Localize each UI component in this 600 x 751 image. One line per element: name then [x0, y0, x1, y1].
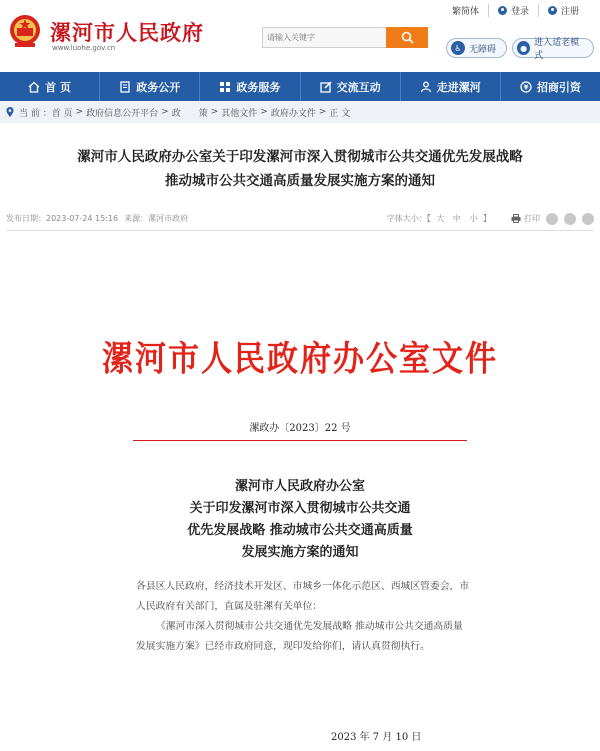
- breadcrumb: [0, 101, 600, 123]
- search-button[interactable]: [386, 27, 428, 48]
- edit-icon: [320, 81, 332, 93]
- breadcrumb-item: 正 文: [329, 108, 351, 119]
- document-body: [136, 577, 471, 657]
- nav-label: 政务服务: [236, 80, 281, 94]
- nav-label: 招商引资: [536, 80, 581, 94]
- search-icon: [401, 31, 414, 44]
- nav-item-about-luohe[interactable]: [401, 72, 501, 101]
- breadcrumb-item[interactable]: 首 页: [51, 108, 73, 119]
- breadcrumb-item[interactable]: 政府信息公开平台: [86, 108, 159, 119]
- nav-label: 首 页: [45, 80, 71, 94]
- elder-mode-label: 进入适老模式: [534, 38, 580, 61]
- money-icon: [520, 81, 532, 93]
- font-size-small[interactable]: 小: [469, 214, 478, 223]
- nav-label: 交流互动: [336, 80, 381, 94]
- font-size-large[interactable]: 大: [436, 214, 445, 223]
- font-size-label: 字体大小：【: [386, 214, 431, 223]
- print-button[interactable]: [511, 213, 540, 224]
- traditional-chinese-link[interactable]: [443, 4, 488, 17]
- nav-item-home[interactable]: [0, 72, 100, 101]
- home-icon: [28, 81, 40, 93]
- breadcrumb-prefix: 当 前 ：: [19, 108, 52, 119]
- top-links: [443, 4, 588, 17]
- font-size-bracket: 】: [483, 214, 491, 223]
- article-meta: [6, 207, 594, 231]
- font-size-control: [387, 213, 491, 224]
- document-date: 2023 年 7 月 10 日: [331, 732, 422, 743]
- search-bar: [262, 27, 428, 48]
- document-title-line: 漯河市人民政府办公室: [234, 479, 365, 494]
- document-title-line: 优先发展战略 推动城市公共交通高质量: [187, 523, 413, 538]
- login-link[interactable]: [488, 4, 538, 17]
- svg-text:¥: ¥: [523, 83, 529, 92]
- elder-icon: ●: [517, 41, 530, 55]
- document-paragraph: 《漯河市深入贯彻城市公共交通优先发展战略 推动城市公共交通高质量发展实施方案》已经市政府同意，现印发给你们，请认真贯彻执行。: [136, 621, 463, 652]
- document-number: 漯政办〔2023〕22 号: [249, 423, 351, 434]
- grid-icon: [219, 81, 231, 93]
- nav-item-gov-services[interactable]: [200, 72, 300, 101]
- meta-tools: [387, 213, 594, 225]
- breadcrumb-separator: >: [260, 107, 268, 117]
- document-title-line: 发展实施方案的通知: [241, 545, 359, 560]
- register-label: 注册: [560, 7, 579, 17]
- publish-date: 发布日期：2023-07-24 15:16: [6, 214, 119, 223]
- document-icon: [119, 81, 131, 93]
- document-salutation: 各县区人民政府，经济技术开发区、市城乡一体化示范区、西城区管委会，市人民政府有关部门，直属及驻漯有关单位：: [136, 581, 470, 612]
- breadcrumb-separator: >: [210, 107, 219, 117]
- font-size-medium[interactable]: 中: [452, 214, 461, 223]
- site-url: www.luohe.gov.cn: [52, 44, 116, 52]
- share-qzone-icon[interactable]: [582, 213, 594, 225]
- nav-label: 政务公开: [136, 80, 181, 94]
- document-header: 漯河市人民政府办公室文件: [102, 339, 498, 380]
- accessibility-label: 无障碍: [469, 44, 497, 55]
- nav-item-investment[interactable]: [501, 72, 600, 101]
- printer-icon: [511, 214, 521, 223]
- location-pin-icon: [6, 107, 14, 117]
- search-input[interactable]: [262, 27, 386, 48]
- main-nav: [0, 72, 600, 101]
- breadcrumb-item[interactable]: 其他文件: [221, 108, 258, 119]
- print-label: 打印: [524, 214, 540, 223]
- user-icon: [498, 6, 507, 15]
- article-title: [0, 145, 600, 193]
- elder-mode-button[interactable]: [512, 38, 594, 61]
- document-red-rule: [133, 440, 467, 441]
- accessibility-button[interactable]: [446, 38, 507, 58]
- article-title-line: 推动城市公共交通高质量发展实施方案的通知: [165, 173, 435, 189]
- share-wechat-icon[interactable]: [564, 213, 576, 225]
- login-label: 登录: [510, 7, 529, 17]
- breadcrumb-separator: >: [318, 107, 327, 117]
- wheelchair-icon: ♿: [451, 41, 465, 55]
- share-weibo-icon[interactable]: [546, 213, 558, 225]
- national-emblem-icon: [8, 13, 42, 49]
- person-icon: [420, 81, 432, 93]
- nav-item-interaction[interactable]: [301, 72, 401, 101]
- breadcrumb-item[interactable]: 政府办文件: [270, 108, 316, 119]
- document-title-line: 关于印发漯河市深入贯彻城市公共交通: [189, 501, 411, 516]
- site-title[interactable]: 漯河市人民政府: [50, 20, 204, 45]
- document-title: [0, 476, 600, 564]
- traditional-label: 繁简体: [451, 7, 479, 17]
- breadcrumb-separator: >: [75, 107, 84, 117]
- article-title-line: 漯河市人民政府办公室关于印发漯河市深入贯彻城市公共交通优先发展战略: [77, 149, 523, 165]
- nav-label: 走进漯河: [436, 80, 481, 94]
- register-link[interactable]: [538, 4, 588, 17]
- article-source: 来源：漯河市政府: [124, 214, 189, 223]
- breadcrumb-item[interactable]: 政 策: [171, 108, 208, 119]
- breadcrumb-separator: >: [161, 107, 169, 117]
- register-icon: [548, 6, 557, 15]
- nav-item-gov-affairs-public[interactable]: [100, 72, 200, 101]
